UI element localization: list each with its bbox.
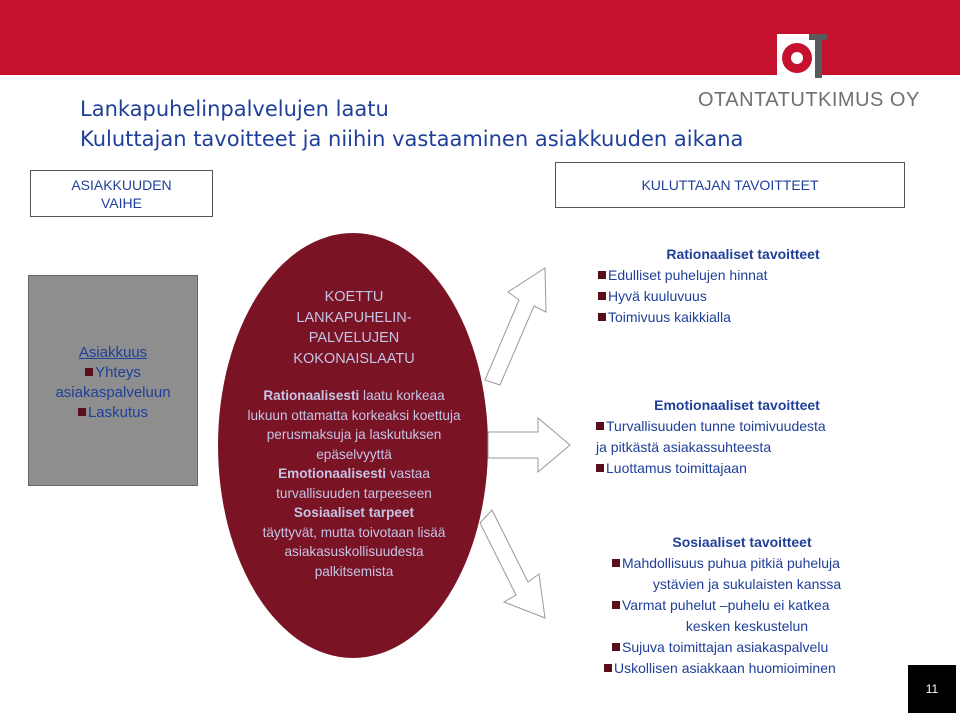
- list-item: Toimivuus kaikkialla: [598, 307, 908, 328]
- bullet-icon: [598, 313, 606, 321]
- list-item-cont: ystävien ja sukulaisten kanssa: [652, 576, 842, 592]
- emotional-heading: Emotionaaliset tavoitteet: [654, 397, 820, 413]
- phase-header-label: ASIAKKUUDEN VAIHE: [71, 176, 172, 211]
- phase-heading: Asiakkuus: [78, 344, 148, 361]
- title-line-1: Lankapuhelinpalvelujen laatu: [80, 97, 389, 121]
- list-item: Hyvä kuuluvuus: [598, 286, 908, 307]
- goals-header-label: KULUTTAJAN TAVOITTEET: [641, 177, 819, 193]
- company-name: OTANTATUTKIMUS OY: [698, 89, 920, 111]
- social-goals: [612, 532, 882, 679]
- arrow-rational: [485, 268, 546, 385]
- list-item-cont: kesken keskustelun: [685, 618, 809, 634]
- page-number: 11: [908, 665, 956, 713]
- social-heading: Sosiaaliset tavoitteet: [672, 534, 812, 550]
- bullet-icon: [596, 464, 604, 472]
- emotional-summary: Emotionaalisesti vastaa turvallisuuden tarpeeseen: [276, 466, 432, 501]
- social-summary: Sosiaaliset tarpeet täyttyvät, mutta toivotaan lisää asiakasuskollisuudesta palkitsemista: [262, 505, 446, 579]
- list-item: Luottamus toimittajaan: [596, 458, 906, 479]
- bullet-icon: [604, 664, 612, 672]
- bullet-icon: [598, 271, 606, 279]
- rational-heading: Rationaaliset tavoitteet: [666, 246, 820, 262]
- bullet-icon: [612, 643, 620, 651]
- title-line-2: Kuluttajan tavoitteet ja niihin vastaaminen asiakkuuden aikana: [80, 127, 744, 151]
- phase-item: Laskutus: [29, 403, 197, 423]
- list-item: Turvallisuuden tunne toimivuudesta: [596, 416, 906, 437]
- emotional-goals: [596, 395, 906, 479]
- list-item: Uskollisen asiakkaan huomioiminen: [604, 658, 882, 679]
- bullet-icon: [596, 422, 604, 430]
- bullet-icon: [612, 559, 620, 567]
- list-item: Mahdollisuus puhua pitkiä puheluja: [612, 553, 882, 574]
- list-item-cont: ja pitkästä asiakassuhteesta: [596, 439, 772, 455]
- bullet-icon: [598, 292, 606, 300]
- rational-goals: [598, 244, 908, 328]
- rational-summary: Rationaalisesti laatu korkeaa lukuun ottamatta korkeaksi koettuja perusmaksuja ja laskutuksen epäselvyyttä: [247, 388, 461, 462]
- list-item: Edulliset puhelujen hinnat: [598, 265, 908, 286]
- bullet-icon: [612, 601, 620, 609]
- phase-item: Yhteys asiakaspalveluun: [55, 364, 171, 401]
- list-item: Sujuva toimittajan asiakaspalvelu: [612, 637, 882, 658]
- arrow-social: [480, 510, 545, 618]
- list-item: Varmat puhelut –puhelu ei katkea: [612, 595, 882, 616]
- quality-heading: KOETTU LANKAPUHELIN- PALVELUJEN KOKONAISLAATU: [293, 289, 415, 367]
- arrow-emotional: [488, 418, 570, 472]
